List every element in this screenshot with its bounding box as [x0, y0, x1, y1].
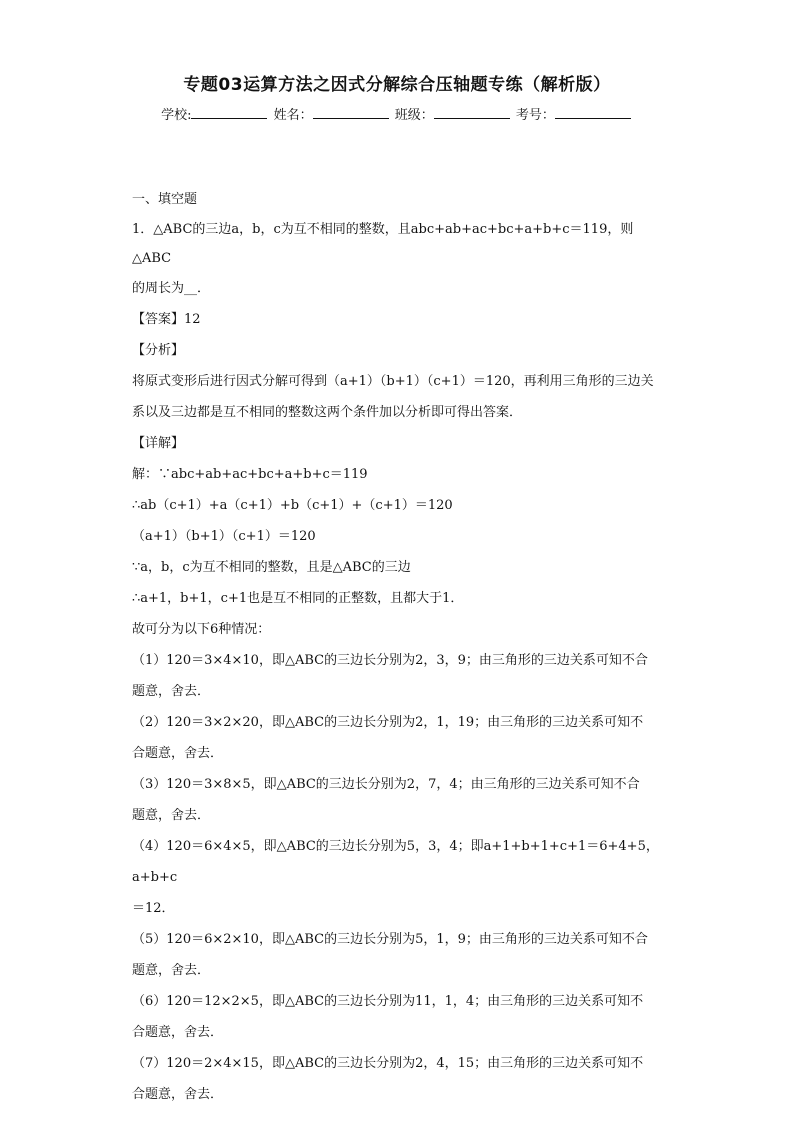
name-label: 姓名：: [273, 108, 313, 123]
answer-line: [132, 304, 668, 335]
detail-line: 合题意，舍去．: [132, 746, 224, 761]
student-info-row: [0, 104, 794, 123]
detail-line: ∴a+1，b+1，c+1也是互不相同的正整数，且都大于1．: [132, 591, 464, 606]
detail-line: 合题意，舍去．: [132, 1087, 224, 1102]
question-stem: [132, 215, 668, 273]
detail-line: （7）120＝2×4×15，即△ABC的三边长分别为2，4，15；由三角形的三边关系可知不: [132, 1056, 644, 1071]
answer-value: 12: [184, 312, 201, 327]
question-stem-line1: △ABC的三边a，b，c为互不相同的整数，且abc+ab+ac+bc+a+b+c＝119，则△ABC: [132, 222, 634, 266]
question-number: 1．: [132, 222, 154, 237]
detail-line: ＝12．: [132, 901, 175, 916]
detail-line: （1）120＝3×4×10，即△ABC的三边长分别为2，3，9；由三角形的三边关系可知不合: [132, 653, 648, 668]
detail-line: 题意，舍去．: [132, 963, 211, 978]
number-blank[interactable]: [555, 106, 631, 119]
name-blank[interactable]: [313, 106, 389, 119]
analysis-label: 【分析】: [132, 343, 185, 358]
number-label: 考号：: [515, 108, 555, 123]
detail-line: （3）120＝3×8×5，即△ABC的三边长分别为2，7，4；由三角形的三边关系可知不合: [132, 777, 640, 792]
analysis-text-line2: 系以及三边都是互不相同的整数这两个条件加以分析即可得出答案．: [132, 405, 523, 420]
detail-line: （4）120＝6×4×5，即△ABC的三边长分别为5，3，4；即a+1+b+1+c+1＝6+4+5，a+b+c: [132, 839, 659, 885]
detail-line: （a+1）（b+1）（c+1）＝120: [132, 529, 316, 544]
detail-line: ∴ab（c+1）+a（c+1）+b（c+1）+（c+1）＝120: [132, 498, 453, 513]
detail-line: （5）120＝6×2×10，即△ABC的三边长分别为5，1，9；由三角形的三边关系可知不合: [132, 932, 648, 947]
class-label: 班级：: [394, 108, 434, 123]
detail-line: 题意，舍去．: [132, 684, 211, 699]
analysis-text-line1: 将原式变形后进行因式分解可得到（a+1）（b+1）（c+1）＝120，再利用三角形的三边关: [132, 374, 654, 389]
page-title: 专题03运算方法之因式分解综合压轴题专练（解析版）: [183, 75, 611, 95]
school-blank[interactable]: [191, 106, 267, 119]
answer-label: 【答案】: [132, 312, 185, 327]
detail-line: 解：∵abc+ab+ac+bc+a+b+c＝119: [132, 467, 368, 482]
detail-label: 【详解】: [132, 436, 185, 451]
detail-line: 故可分为以下6种情况：: [132, 622, 271, 637]
question-content: [132, 184, 668, 1110]
detail-line: （2）120＝3×2×20，即△ABC的三边长分别为2，1，19；由三角形的三边关系可知不: [132, 715, 644, 730]
question-stem-line2: 的周长为__．: [132, 281, 211, 296]
detail-line: 合题意，舍去．: [132, 1025, 224, 1040]
section-heading: 一、填空题: [132, 192, 198, 207]
detail-line: 题意，舍去．: [132, 808, 211, 823]
school-label: 学校:: [161, 108, 192, 123]
detail-line: ∵a，b，c为互不相同的整数，且是△ABC的三边: [132, 560, 411, 575]
class-blank[interactable]: [434, 106, 510, 119]
detail-line: （6）120＝12×2×5，即△ABC的三边长分别为11，1，4；由三角形的三边关系可知不: [132, 994, 644, 1009]
